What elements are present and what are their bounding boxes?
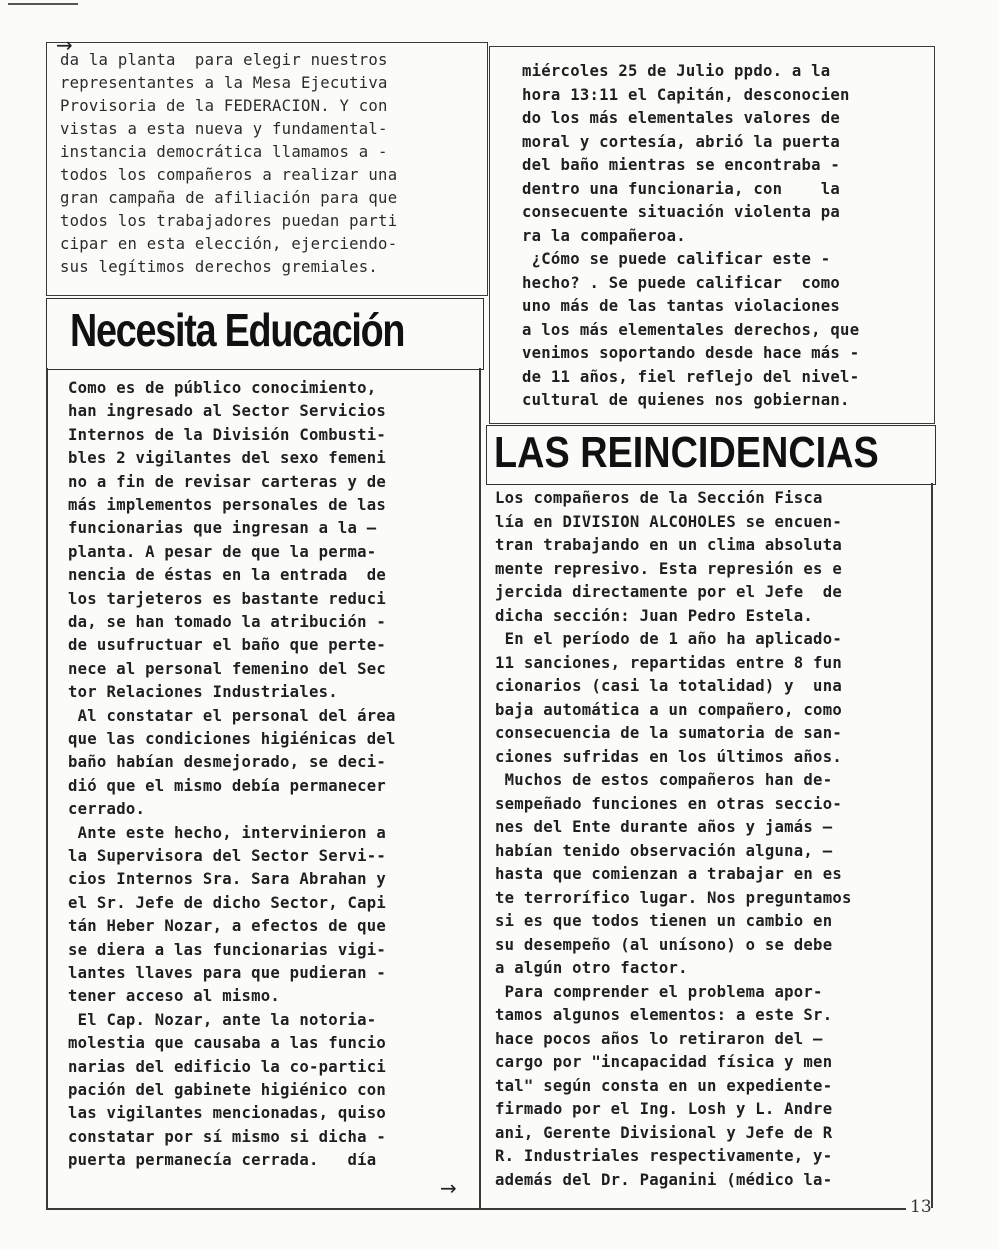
text-line: si es que todos tienen un cambio en (495, 912, 833, 930)
text-line: las vigilantes mencionadas, quiso (68, 1104, 387, 1123)
text-line: cionarios (casi la totalidad) y una (495, 677, 842, 695)
text-line: constatar por sí mismo si dicha - (68, 1127, 387, 1146)
text-line: todos los compañeros a realizar una (60, 166, 398, 184)
text-line: el Sr. Jefe de dicho Sector, Capi (68, 893, 387, 912)
text-line: nece al personal femenino del Sec (68, 659, 387, 678)
text-line: instancia democrática llamamos a - (60, 143, 388, 161)
text-line: sus legítimos derechos gremiales. (60, 258, 379, 276)
text-line: ra la compañeroa. (522, 226, 686, 245)
text-line: lantes llaves para que pudieran - (68, 964, 387, 982)
text-line: Al constatar el personal del área (68, 706, 396, 725)
col2-right-rule (931, 483, 933, 1208)
text-line: planta. A pesar de que la perma- (68, 542, 377, 561)
text-line: que las condiciones higiénicas del (68, 730, 396, 748)
text-line: de usufructuar el baño que perte- (68, 636, 387, 655)
text-line: jercida directamente por el Jefe de (495, 583, 842, 601)
text-line: además del Dr. Paganini (médico la- (495, 1170, 833, 1189)
text-line: da la planta para elegir nuestros (60, 51, 388, 69)
text-line: miércoles 25 de Julio ppdo. a la (522, 62, 831, 80)
text-line: En el período de 1 año ha aplicado- (495, 630, 842, 648)
text-line: firmado por el Ing. Losh y L. Andre (495, 1100, 833, 1118)
text-line: Ante este hecho, intervinieron a (68, 823, 387, 842)
text-line: de 11 años, fiel reflejo del nivel- (522, 367, 860, 386)
text-line: Los compañeros de la Sección Fisca (495, 489, 823, 507)
text-line: su desempeño (al unísono) o se debe (495, 935, 833, 954)
text-line: El Cap. Nozar, ante la notoria- (68, 1010, 377, 1029)
text-line: cargo por "incapacidad física y men (495, 1053, 833, 1071)
headline-1: Necesita Educación (70, 304, 405, 356)
text-line: 11 sanciones, repartidas entre 8 fun (495, 653, 842, 672)
text-line: molestia que causaba a las funcio (68, 1034, 387, 1053)
col1-left-rule (46, 368, 48, 1208)
text-line: hace pocos años lo retiraron del — (495, 1029, 823, 1048)
text-line: tran trabajando en un clima absoluta (495, 536, 842, 554)
text-line: cultural de quienes nos gobiernan. (522, 391, 850, 409)
text-line: se diera a las funcionarias vigi- (68, 940, 387, 959)
continuation-arrow-end-icon: → (440, 1176, 457, 1200)
text-line: moral y cortesía, abrió la puerta (522, 132, 841, 151)
col1-right-rule (479, 368, 481, 1208)
text-line: nes del Ente durante años y jamás — (495, 818, 833, 836)
text-line: consecuente situación violenta pa (522, 203, 841, 221)
text-line: los tarjeteros es bastante reduci (68, 589, 387, 608)
text-line: ¿Cómo se puede calificar este - (522, 250, 831, 268)
text-line: dentro una funcionaria, con la (522, 179, 841, 198)
text-line: dicha sección: Juan Pedro Estela. (495, 606, 814, 625)
text-line: baja automática a un compañero, como (495, 700, 842, 719)
text-line: a los más elementales derechos, que (522, 320, 860, 339)
text-line: cios Internos Sra. Sara Abrahan y (68, 870, 387, 889)
text-line: te terrorífico lugar. Nos preguntamos (495, 888, 852, 907)
text-line: tor Relaciones Industriales. (68, 683, 338, 702)
text-line: Como es de público conocimiento, (68, 379, 377, 397)
text-line: venimos soportando desde hace más - (522, 344, 860, 362)
text-line: Provisoria de la FEDERACION. Y con (60, 97, 388, 115)
text-line: habían tenido observación alguna, — (495, 841, 833, 860)
text-line: Muchos de estos compañeros han de- (495, 771, 833, 789)
text-line: tener acceso al mismo. (68, 987, 281, 1006)
text-line: cipar en esta elección, ejerciendo- (60, 235, 398, 253)
text-line: hora 13:11 el Capitán, desconocien (522, 85, 850, 104)
text-line: gran campaña de afiliación para que (60, 189, 398, 207)
text-line: todos los trabajadores puedan parti (60, 212, 398, 230)
text-line: del baño mientras se encontraba - (522, 156, 841, 174)
text-line: a algún otro factor. (495, 959, 688, 977)
text-line: funcionarias que ingresan a la — (68, 519, 377, 538)
text-line: hecho? . Se puede calificar como (522, 273, 841, 292)
text-line: cerrado. (68, 800, 146, 819)
text-line: tamos algunos elementos: a este Sr. (495, 1006, 833, 1024)
text-line: consecuencia de la sumatoria de san- (495, 724, 842, 742)
page-number: 13 (910, 1197, 932, 1217)
text-line: narias del edificio la co-partici (68, 1057, 387, 1076)
text-line: pación del gabinete higiénico con (68, 1081, 387, 1099)
text-line: uno más de las tantas violaciones (522, 297, 841, 315)
headline-2: LAS REINCIDENCIAS (494, 428, 879, 477)
text-line: da, se han tomado la atribución - (68, 613, 387, 631)
text-line: tal" según consta en un expediente- (495, 1076, 833, 1095)
text-line: sempeñado funciones en otras seccio- (495, 794, 842, 813)
text-line: tán Heber Nozar, a efectos de que (68, 917, 387, 936)
text-line: no a fin de revisar carteras y de (68, 472, 387, 491)
continuation-arrow-icon: → (56, 33, 73, 57)
text-line: Internos de la División Combusti- (68, 425, 387, 444)
text-line: puerta permanecía cerrada. día (68, 1151, 377, 1170)
text-line: han ingresado al Sector Servicios (68, 402, 387, 421)
text-line: R. Industriales respectivamente, y- (495, 1147, 833, 1165)
text-line: bles 2 vigilantes del sexo femeni (68, 449, 387, 468)
text-line: do los más elementales valores de (522, 109, 841, 127)
text-line: ciones sufridas en los últimos años. (495, 747, 842, 766)
text-line: ani, Gerente Divisional y Jefe de R (495, 1123, 833, 1142)
bottom-rule (46, 1208, 906, 1210)
text-line: vistas a esta nueva y fundamental- (60, 120, 388, 138)
text-line: hasta que comienzan a trabajar en es (495, 865, 842, 883)
text-line: Para comprender el problema apor- (495, 982, 823, 1001)
text-line: representantes a la Mesa Ejecutiva (60, 74, 388, 92)
text-line: nencia de éstas en la entrada de (68, 566, 387, 585)
text-line: dió que el mismo debía permanecer (68, 776, 387, 795)
text-line: la Supervisora del Sector Servi-- (68, 847, 387, 865)
text-line: lía en DIVISION ALCOHOLES se encuen- (495, 512, 842, 531)
text-line: más implementos personales de las (68, 496, 387, 514)
text-line: mente represivo. Esta represión es e (495, 559, 842, 578)
scan-mark (8, 3, 78, 5)
text-line: baño habían desmejorado, se deci- (68, 753, 387, 772)
